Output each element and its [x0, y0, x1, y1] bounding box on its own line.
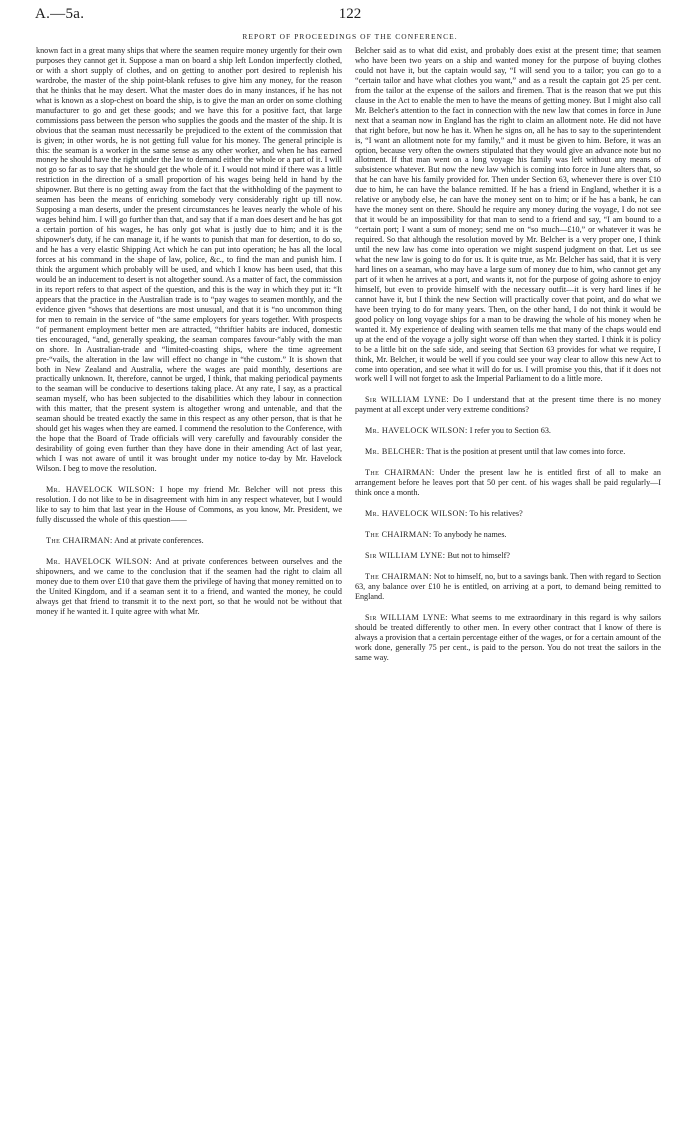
paragraph-text: I refer you to Section 63.: [469, 426, 551, 436]
speaker-name: Sir WILLIAM LYNE:: [365, 395, 450, 405]
paragraph-text: To his relatives?: [469, 509, 523, 519]
paragraph-text: And at private conferences between ourselves and the shipowners, and we came to the conclusion that if the seamen had the right to claim all money due to them over £10 that gave them the privilege of having that money remitted on to the United Kingdom, and if a seaman sent it to a friend, and wanted the money, he could always get that friend to transmit it to the next port, so that he would not be without that money if he wanted it. I quite agree with what Mr.: [36, 556, 342, 616]
speaker-name: Mr. HAVELOCK WILSON:: [46, 484, 155, 494]
speaker-name: The CHAIRMAN:: [365, 571, 432, 581]
paragraph: [355, 447, 661, 457]
speaker-name: Sir WILLIAM LYNE:: [365, 550, 446, 560]
speaker-name: The CHAIRMAN:: [365, 530, 432, 540]
speaker-name: Mr. BELCHER:: [365, 447, 425, 457]
speaker-name: Sir WILLIAM LYNE:: [365, 612, 448, 622]
paragraph-text: That is the position at present until that law comes into force.: [426, 447, 626, 457]
paragraph: [355, 395, 661, 415]
paragraph-text: known fact in a great many ships that where the seamen require money urgently for their own purposes they cannot get it. Suppose a man on board a ship left London imperfectly clothed, or with a short supply of clothes, and on getting to another port desired to replenish his wardrobe, the master of the ship point-blank refuses to give him any money, for the reason that he thinks that he may desert. What the master does do in many instances, if he has not what is known as a slop-chest on board the ship, is to give the man an order on some clothing manufacturer to go and get these goods; and we have this for a positive fact, that large commissions pass between the person who supplies the goods and the master of the ship. It is obvious that the seaman must necessarily be prejudiced to the extent of the commission that is given; in other words, he is not getting full value for his money. The general principle is this: the seaman is a worker in the same sense as any other worker, and when he has earned money he should have the right under the law to demand either the whole or a part of it. I will not go so far as to say that he should get the whole of it. I would not mind if there was a little restriction in the direction of a small proportion of his wages being held in hand by the shipowner. But there is no getting away from the fact that the withholding of the payment to seamen has been the means of enriching somebody very considerably right up till now. Supposing a man deserts, under the present circumstances he leaves nearly the whole of his wages behind him. I will go further than that, and say that if a man does desert and he has got a certain portion of his wages, he has only got what is justly due to him; and it is the shipowner's duty, if he can manage it, if he wants to punish that man for desertion, to do so, and he has a very elastic Shipping Act which he can put into operation; he has all the local forces at his command in the shape of law, police, &c., to find the man and punish him. I think the argument which probably will be used, and which I know has been used, that this would be an inducement to desert is not altogether sound. As a matter of fact, the commission in its report refers to that aspect of the question, and this is the way in which they put it: “It appears that the practice in the Australian trade is to “pay wages to seamen monthly, and the evidence given “shows that desertions are most unusual, and that it is “no uncommon thing for men to remain in the service of “the same employers for years together. With prospects “of permanent employment better men are attracted, “thriftier habits are induced, domestic ties encouraged, “and, generally speaking, the seaman compares favour-“ably with the man on shore. In Australian-trade and “limited-coasting ships, where the time agreement pre-“vails, the alteration in the law will effect no change in “the custom.” It is shown that both in New Zealand and Australia, where the wages are paid monthly, desertions are practically unknown. It, therefore, cannot be urged, I think, that making periodical payments to the seaman will be conducive to desertions taking place. At any rate, I say, as a practical seaman myself, who has been subjected to the disabilities which they labour in connection with this matter, that the present system is altogether wrong and untenable, and that the seaman should be treated exactly the same in this respect as any other person, that is that he should get his wages when they are earned. I commend the resolution to the Conference, with the hope that the Board of Trade officials will very carefully and favourably consider the desirability of going even further than they have done in their amending Act of last year, which I was not aware of until it was brought under my notice to-day by Mr. Havelock Wilson. I beg to move the resolution.: [36, 46, 342, 474]
paragraph-text: What seems to me extraordinary in this regard is why sailors should be treated differently to other men. In every other contract that I know of there is always a provision that a certain percentage either of the wages, or for a certain amount of the work done, generally 75 per cent., is paid to the person. You do not treat the sailors in the same way.: [355, 612, 661, 662]
speaker-name: Mr. HAVELOCK WILSON:: [365, 426, 468, 436]
paragraph-text: Belcher said as to what did exist, and probably does exist at the present time; that seamen who have been two years on a ship and wanted money for the purpose of buying clothes could not have it, but the captain would say, “I will send you to a tailor; you can go to a “certain tailor and have what clothes you want,” and as a result the captain got 25 per cent. from the tailor at the expense of the sailors and firemen. That is the reason that we put this clause in the Act to enable the men to have the means of getting money. But I might also call Mr. Belcher's attention to the fact in connection with the new law that comes in force in June next that a seaman now in England has the right to claim an allotment note. He did not have that right before, but now he has it. When he signs on, all he has to say to the superintendent is, “I want an allotment note for my family,” and it must be given to him. Before, it was an option, because very often the owners stipulated that they would give an advance note but no allotment. If that man went on a long voyage his family was left without any means of subsistence whatever. But now the new law which is coming into force in June alters that, so that he can have his family provided for. Then under Section 63, whenever there is over £10 due to him, he can have the balance remitted. If he has a friend in England, whether it is a relative or anybody else, he can have the money sent on to him; or if he has a bank, he can have the money sent on there. Should he require any money during the voyage, I do not see that it would be an impossibility for that man to send to a friend and say, “I am bound to a “certain port; I want a sum of money; send me on “so much—£10,” or whatever it was he required. So that although the resolution moved by Mr. Belcher is a very proper one, I think until the new law has come into operation we might suspend judgment on that. Let us see what the new law is going to do for us. It is quite true, as Mr. Belcher has said, that it is very hard lines on a seaman, who may have a large sum of money due to him, who cannot get any part of it when he arrives at a port, and wants it, not for the purpose of going ashore to enjoy himself, but even to provide himself with the necessary outfit—it is very hard lines if he cannot have it, but I think the new Section will practically cover that point, and do what we have been trying to do for many years. Then, on the other hand, I do not think it would be good policy on long voyage ships for a man to be drawing the whole of his money when he wanted it. My experience of dealing with seamen tells me that many of the chaps would end up at the end of the voyage a jolly sight worse off than when they started. I think it is policy to be a little bit on the safe side, and seeing that Section 63 provides for what we require, I think, Mr. Belcher, it would be well if you could see your way clear to allow this new Act to come into operation, and see what it will do for us. I will promise you this, that if it does not work well I will not forget to ask the Imperial Parliament to do a little more.: [355, 46, 661, 384]
right-column: [355, 46, 661, 1131]
speaker-name: The CHAIRMAN:: [46, 535, 113, 545]
paragraph: [355, 426, 661, 436]
speaker-name: The CHAIRMAN:: [365, 468, 435, 478]
running-header: REPORT OF PROCEEDINGS OF THE CONFERENCE.: [242, 32, 458, 41]
speaker-name: Mr. HAVELOCK WILSON:: [46, 556, 153, 566]
paragraph: [355, 551, 661, 561]
paragraph: [36, 536, 342, 546]
paragraph: [355, 572, 661, 602]
paragraph-text: And at private conferences.: [114, 535, 204, 545]
page-number: 122: [338, 6, 362, 22]
speaker-name: Mr. HAVELOCK WILSON:: [365, 509, 468, 519]
document-reference: A.—5a.: [35, 6, 85, 22]
paragraph-text: Do I understand that at the present time there is no money payment at all except under very extreme conditions?: [355, 395, 661, 415]
paragraph-text: I hope my friend Mr. Belcher will not press this resolution. I do not like to be in disagreement with him in any respect whatever, but I would like to say to him that last year in the House of Commons, as you know, Mr. President, we fully discussed the whole of this question——: [36, 484, 342, 524]
paragraph-text: Under the present law he is entitled first of all to make an arrangement before he leaves port that 50 per cent. of his wages shall be paid regularly—I think once a month.: [355, 468, 661, 498]
paragraph-text: But not to himself?: [447, 550, 510, 560]
paragraph: [355, 613, 661, 663]
paragraph: [355, 509, 661, 519]
paragraph: [355, 468, 661, 498]
paragraph: [355, 46, 661, 384]
paragraph-text: To anybody he names.: [433, 530, 507, 540]
paragraph: [355, 530, 661, 540]
paragraph-text: Not to himself, no, but to a savings bank. Then with regard to Section 63, any balance over £10 he is entitled, on arriving at a port, to demand being remitted to England.: [355, 571, 661, 601]
left-column: [36, 46, 342, 1131]
paragraph: [36, 46, 342, 474]
paragraph: [36, 557, 342, 617]
paragraph: [36, 485, 342, 525]
